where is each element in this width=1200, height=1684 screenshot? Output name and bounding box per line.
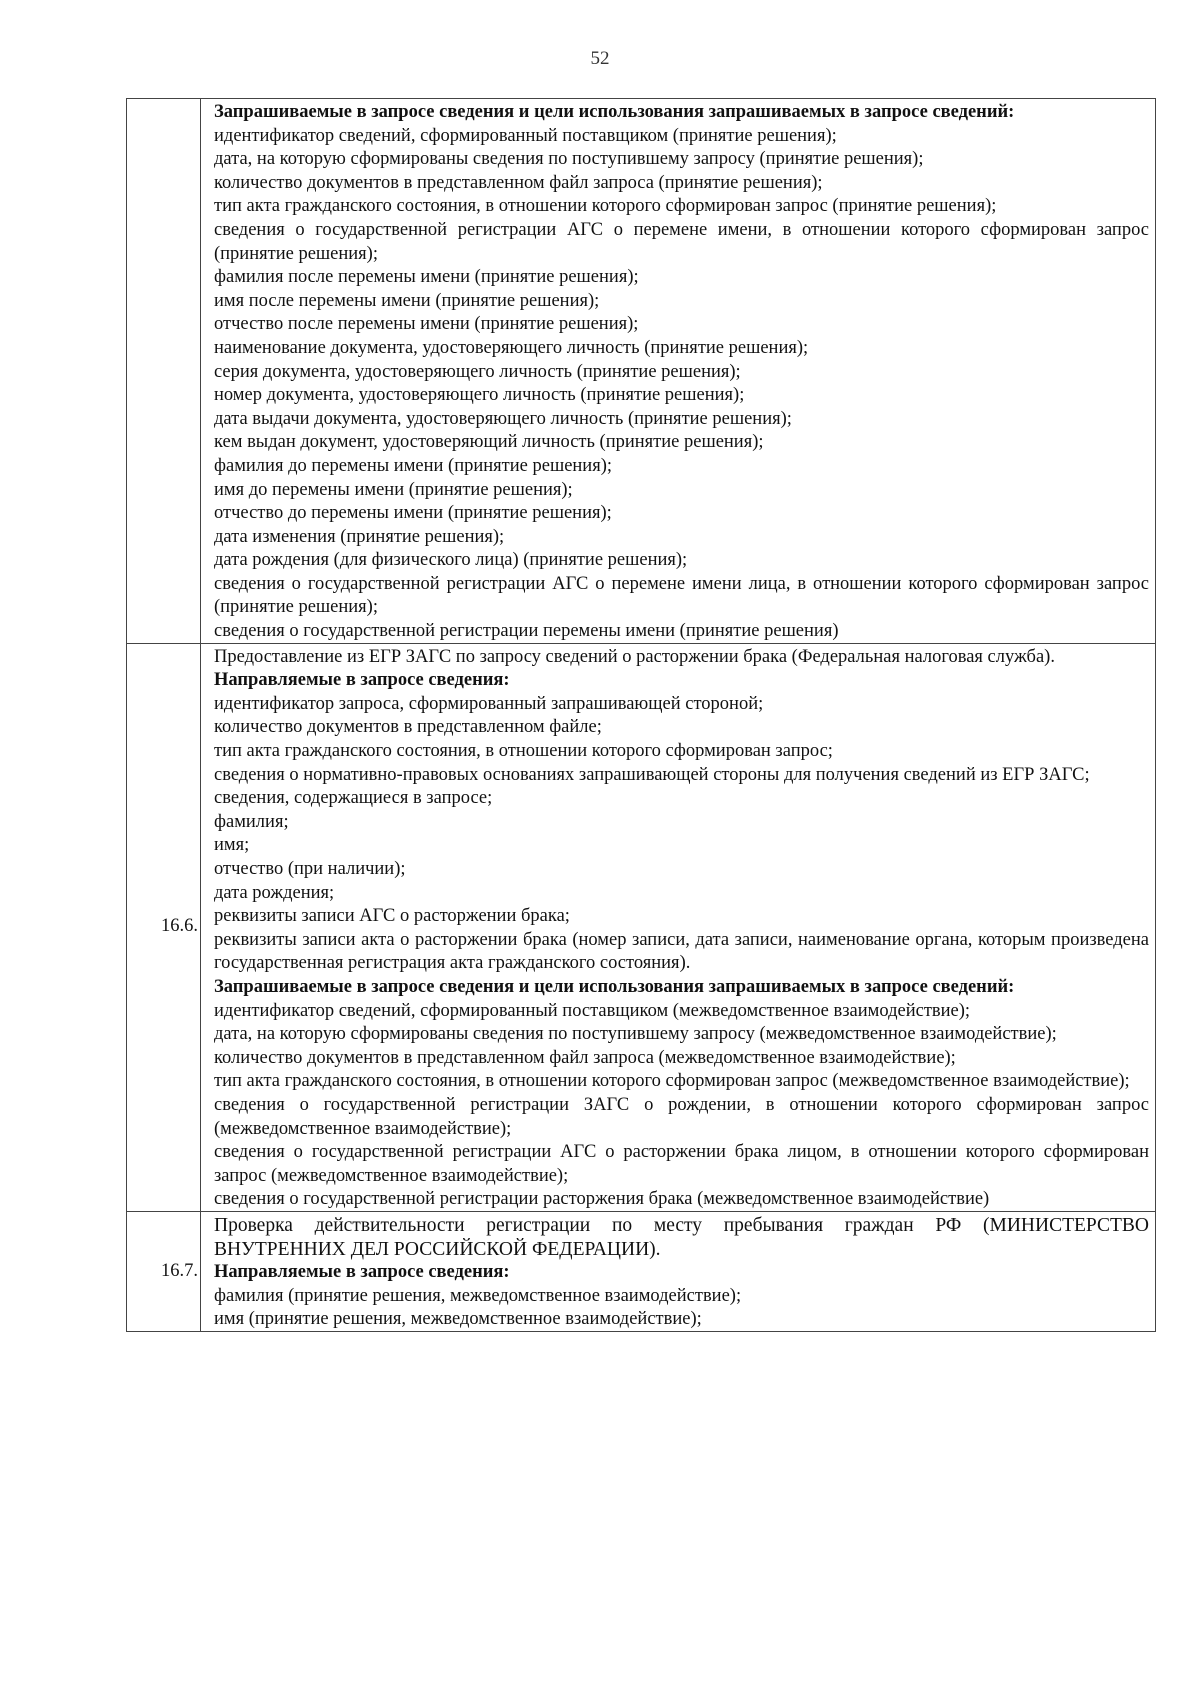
section-heading: Направляемые в запросе сведения: [214, 1262, 510, 1283]
list-item: фамилия после перемены имени (принятие решения); [214, 267, 639, 288]
list-item: дата, на которую сформированы сведения по поступившему запросу (принятие решения); [214, 149, 924, 170]
list-item: сведения о государственной регистрации АГС о перемене имени, в отношении которого сформирован запрос (принятие решения); [214, 219, 1149, 264]
section-heading: Запрашиваемые в запросе сведения и цели использования запрашиваемых в запросе сведений: [214, 976, 1015, 997]
list-item: дата, на которую сформированы сведения по поступившему запросу (межведомственное взаимодействие); [214, 1024, 1057, 1045]
list-item: идентификатор запроса, сформированный запрашивающей стороной; [214, 693, 764, 714]
item-number [127, 99, 201, 644]
list-item: дата рождения; [214, 882, 335, 903]
list-item: количество документов в представленном файле; [214, 717, 602, 738]
list-item: фамилия; [214, 811, 289, 832]
list-item: сведения о государственной регистрации перемены имени (принятие решения) [214, 621, 839, 642]
section-heading: Направляемые в запросе сведения: [214, 670, 510, 691]
list-item: Предоставление из ЕГР ЗАГС по запросу сведений о расторжении брака (Федеральная налоговая служба). [214, 646, 1055, 667]
list-item: количество документов в представленном файл запроса (межведомственное взаимодействие); [214, 1047, 956, 1068]
item-content [201, 1211, 1156, 1331]
list-item: отчество до перемены имени (принятие решения); [214, 503, 612, 524]
list-item: дата изменения (принятие решения); [214, 526, 505, 547]
document-table [126, 98, 1156, 1332]
list-item: сведения, содержащиеся в запросе; [214, 788, 493, 809]
list-item: реквизиты записи АГС о расторжении брака; [214, 906, 570, 927]
table-row [127, 99, 1156, 644]
list-item: сведения о государственной регистрации АГС о расторжении брака лицом, в отношении которого сформирован запрос (межведомственное взаимодействие); [214, 1142, 1149, 1186]
list-item: тип акта гражданского состояния, в отношении которого сформирован запрос (принятие решения); [214, 196, 997, 217]
table-row [127, 643, 1156, 1211]
item-number: 16.6. [127, 643, 201, 1211]
list-item: фамилия до перемены имени (принятие решения); [214, 455, 613, 476]
list-item: имя после перемены имени (принятие решения); [214, 290, 600, 311]
list-item: тип акта гражданского состояния, в отношении которого сформирован запрос; [214, 741, 833, 762]
list-item: имя до перемены имени (принятие решения); [214, 479, 573, 500]
list-item: количество документов в представленном файл запроса (принятие решения); [214, 172, 823, 193]
item-number: 16.7. [127, 1211, 201, 1331]
list-item: дата рождения (для физического лица) (принятие решения); [214, 550, 688, 571]
table-row [127, 1211, 1156, 1331]
list-item: наименование документа, удостоверяющего личность (принятие решения); [214, 337, 809, 358]
list-item: идентификатор сведений, сформированный поставщиком (принятие решения); [214, 125, 837, 146]
page-number: 52 [590, 48, 610, 69]
list-item: кем выдан документ, удостоверяющий личность (принятие решения); [214, 432, 764, 453]
item-content [201, 643, 1156, 1211]
list-item: серия документа, удостоверяющего личность (принятие решения); [214, 361, 741, 382]
list-item: сведения о государственной регистрации АГС о перемене имени лица, в отношении которого сформирован запрос (принятие решения); [214, 573, 1149, 618]
list-item: идентификатор сведений, сформированный поставщиком (межведомственное взаимодействие); [214, 1000, 971, 1021]
list-item: имя; [214, 835, 250, 856]
list-item: реквизиты записи акта о расторжении брака (номер записи, дата записи, наименование органа, которым произведена государственная регистрация акта гражданского состояния). [214, 929, 1149, 974]
list-item: дата выдачи документа, удостоверяющего личность (принятие решения); [214, 408, 792, 429]
list-item: номер документа, удостоверяющего личность (принятие решения); [214, 385, 745, 406]
list-item: отчество после перемены имени (принятие решения); [214, 314, 639, 335]
item-content [201, 99, 1156, 644]
list-item: сведения о государственной регистрации ЗАГС о рождении, в отношении которого сформирован запрос (межведомственное взаимодействие); [214, 1094, 1149, 1139]
list-item: сведения о нормативно-правовых основаниях запрашивающей стороны для получения сведений из ЕГР ЗАГС; [214, 764, 1090, 785]
list-item: отчество (при наличии); [214, 859, 406, 879]
list-item: Проверка действительности регистрации по месту пребывания граждан РФ (МИНИСТЕРСТВО ВНУТРЕННИХ ДЕЛ РОССИЙСКОЙ ФЕДЕРАЦИИ). [214, 1214, 1149, 1260]
list-item: тип акта гражданского состояния, в отношении которого сформирован запрос (межведомственное взаимодействие); [214, 1071, 1130, 1092]
section-heading: Запрашиваемые в запросе сведения и цели использования запрашиваемых в запросе сведений: [214, 102, 1015, 122]
list-item: фамилия (принятие решения, межведомственное взаимодействие); [214, 1285, 742, 1306]
list-item: сведения о государственной регистрации расторжения брака (межведомственное взаимодействие) [214, 1189, 990, 1210]
list-item: имя (принятие решения, межведомственное взаимодействие); [214, 1309, 702, 1330]
document-table-body [127, 99, 1156, 1332]
